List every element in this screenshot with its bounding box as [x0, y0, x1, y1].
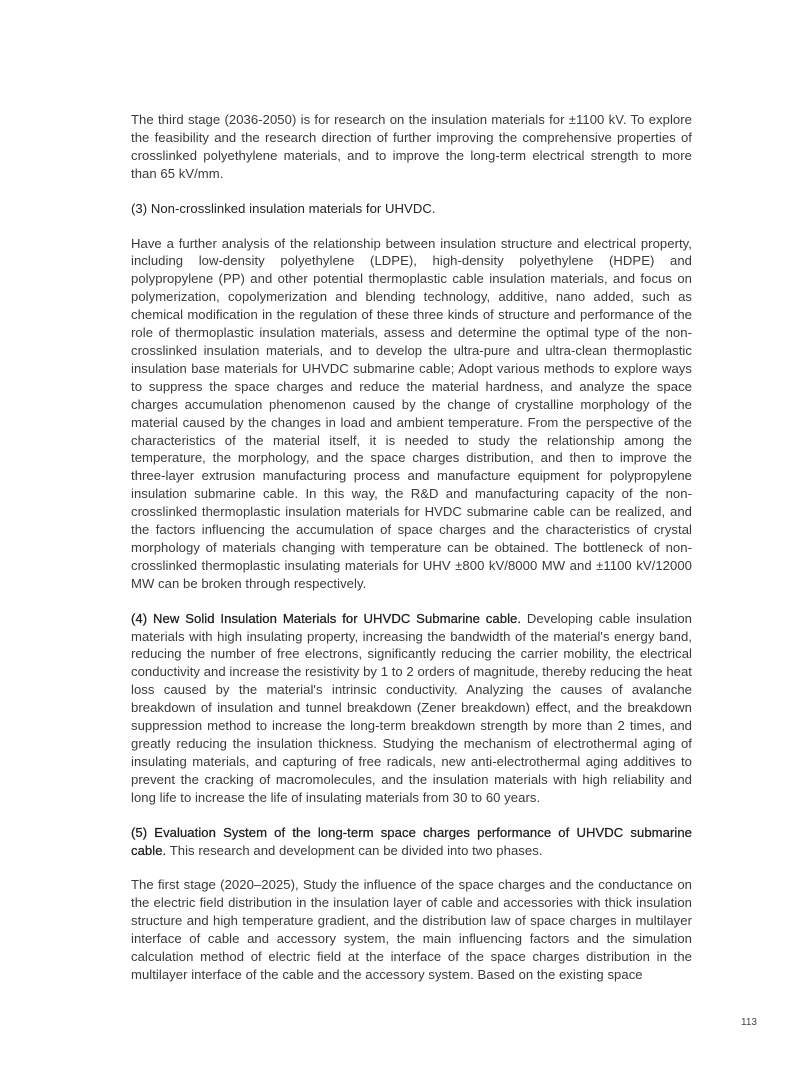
paragraph-first-stage: The first stage (2020–2025), Study the influence of the space charges and the conductance on the electric field distribution in the insulation layer of cable and accessories with thick insulation structure and high temperature gradient, and the distribution law of space charges in multilayer interface of cable and accessory system, the main influencing factors and the simulation calculation method of electric field at the interface of the space charges distribution in the multilayer interface of the cable and the accessory system. Based on the existing space [131, 877, 692, 982]
paragraph-third-stage: The third stage (2036-2050) is for research on the insulation materials for ±1100 kV. To explore the feasibility and the research direction of further improving the comprehensive properties of crosslinked polyethylene materials, and to improve the long-term electrical strength to more than 65 kV/mm. [131, 112, 692, 181]
paragraph-non-crosslinked-body: Have a further analysis of the relationship between insulation structure and electrical property, including low-density polyethylene (LDPE), high-density polyethylene (HDPE) and polypropylene (PP) and other potential thermoplastic cable insulation materials, and focus on polymerization, copolymerization and blending technology, additive, nano added, such as chemical modification in the regulation of these three kinds of structure and performance of the role of thermoplastic insulation materials, assess and determine the optimal type of the non-crosslinked insulation materials, and to develop the ultra-pure and ultra-clean thermoplastic insulation base materials for UHVDC submarine cable; Adopt various methods to explore ways to suppress the space charges and reduce the material hardness, and analyze the space charges accumulation phenomenon caused by the change of crystalline morphology of the material caused by the changes in load and ambient temperature. From the perspective of the characteristics of the material itself, it is needed to study the relationship among the temperature, the morphology, and the space charges distribution, and then to improve the three-layer extrusion manufacturing process and manufacture equipment for polypropylene insulation submarine cable. In this way, the R&D and manufacturing capacity of the non-crosslinked thermoplastic insulation materials for HVDC submarine cable can be realized, and the factors influencing the accumulation of space charges and the characteristics of crystal morphology of materials changing with temperature can be obtained. The bottleneck of non-crosslinked thermoplastic insulating materials for UHV ±800 kV/8000 MW and ±1100 kV/12000 MW can be broken through respectively. [131, 235, 692, 591]
section-heading-non-crosslinked: (3) Non-crosslinked insulation materials for UHVDC. [131, 200, 436, 216]
section-heading-evaluation-system: (5) Evaluation System of the long-term space charges performance of UHVDC submarine cable. [131, 824, 692, 858]
paragraph-evaluation-system [131, 824, 692, 860]
document-page [131, 111, 692, 1001]
page-number: 113 [741, 1017, 757, 1028]
section-heading-new-solid-insulation: (4) New Solid Insulation Materials for UHVDC Submarine cable. [131, 610, 522, 626]
paragraph-new-solid-insulation-body: Developing cable insulation materials with high insulating property, increasing the bandwidth of the material's energy band, reducing the number of free electrons, significantly reducing the carrier mobility, the electrical conductivity and increase the resistivity by 1 to 2 orders of magnitude, thereby reducing the heat loss caused by the material's intrinsic conductivity. Analyzing the causes of avalanche breakdown of insulation and tunnel breakdown (Zener breakdown) effect, and the breakdown suppression method to increase the long-term breakdown strength by more than 2 times, and greatly reducing the insulation thickness. Studying the mechanism of electrothermal aging of insulating materials, and capturing of free radicals, new anti-electrothermal aging additives to prevent the cracking of macromolecules, and the insulation materials with high reliability and long life to increase the life of insulating materials from 30 to 60 years. [131, 610, 693, 805]
paragraph-evaluation-system-body: This research and development can be divided into two phases. [166, 842, 543, 858]
paragraph-new-solid-insulation [131, 610, 692, 807]
